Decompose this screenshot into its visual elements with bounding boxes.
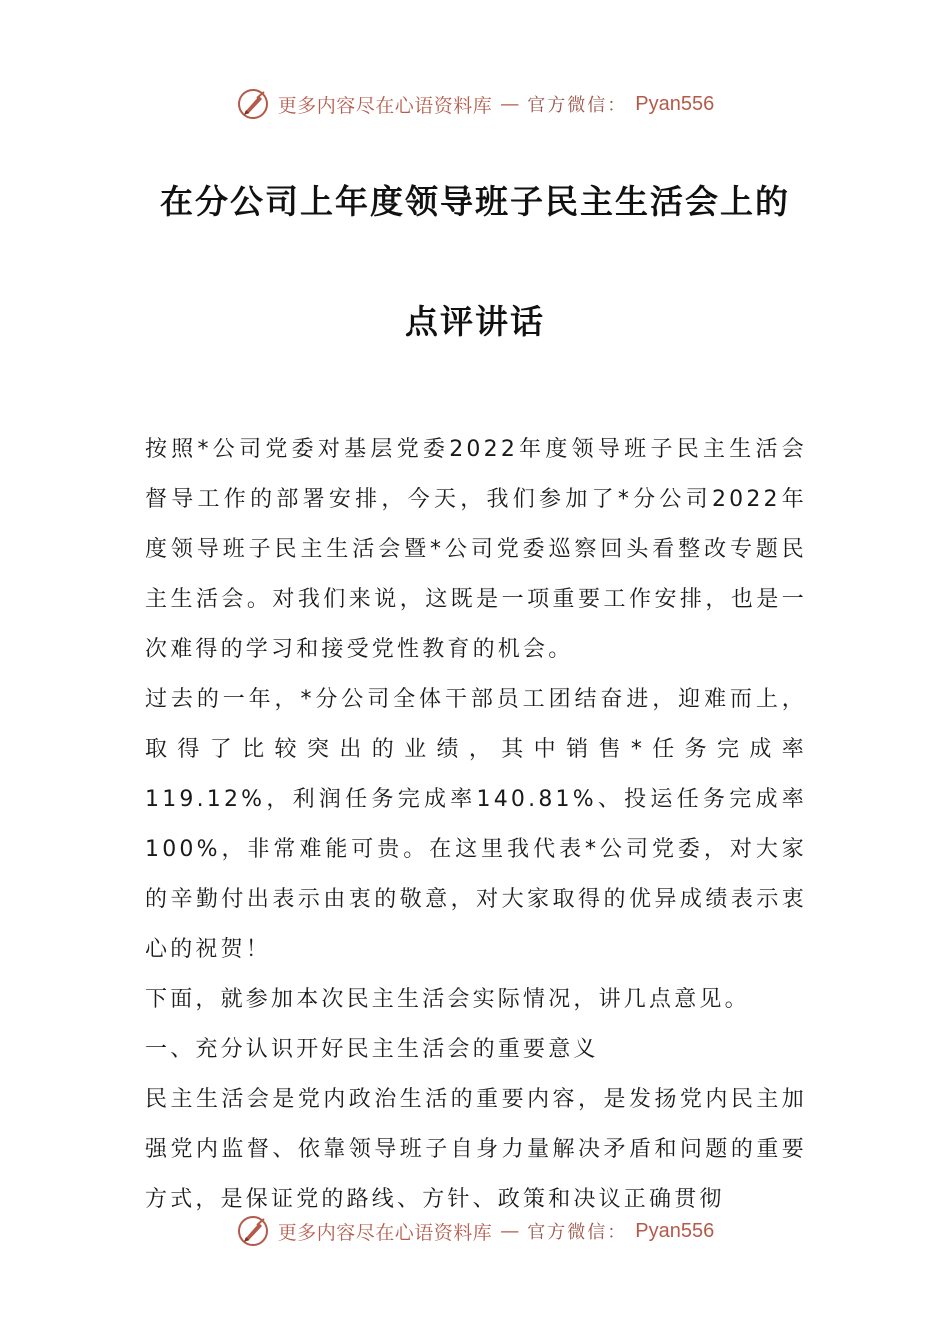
- watermark-separator: —: [500, 1220, 520, 1242]
- quill-pen-logo-icon: [236, 1214, 270, 1248]
- section-heading: 一、充分认识开好民主生活会的重要意义: [145, 1037, 599, 1062]
- watermark-separator: —: [500, 93, 520, 115]
- watermark-wechat-id: Pyan556: [635, 92, 715, 115]
- watermark-wechat-id: Pyan556: [635, 1219, 715, 1242]
- footer-watermark-banner: [0, 1211, 950, 1251]
- header-watermark-banner: [0, 84, 950, 124]
- quill-pen-logo-icon: [236, 87, 270, 121]
- body-paragraph: 下面，就参加本次民主生活会实际情况，讲几点意见。: [145, 987, 750, 1012]
- document-title-line-1: 在分公司上年度领导班子民主生活会上的: [160, 182, 790, 221]
- watermark-wechat-label: 官方微信：: [527, 95, 628, 116]
- body-paragraph: 按照*公司党委对基层党委2022年度领导班子民主生活会督导工作的部署安排，今天，我们参加了*分公司2022年度领导班子民主生活会暨*公司党委巡察回头看整改专题民主生活会。对我们来说，这既是一项重要工作安排，也是一次难得的学习和接受党性教育的机会。: [145, 437, 807, 662]
- document-title-line-2: 点评讲话: [405, 302, 545, 341]
- body-paragraph: 过去的一年，*分公司全体干部员工团结奋进，迎难而上，取得了比较突出的业绩，其中销售*任务完成率119.12%，利润任务完成率140.81%、投运任务完成率100%，非常难能可贵。在这里我代表*公司党委，对大家的辛勤付出表示由衷的敬意，对大家取得的优异成绩表示衷心的祝贺！: [145, 687, 807, 962]
- body-paragraph: 民主生活会是党内政治生活的重要内容，是发扬党内民主加强党内监督、依靠领导班子自身力量解决矛盾和问题的重要方式，是保证党的路线、方针、政策和决议正确贯彻: [145, 1087, 807, 1212]
- watermark-promo-text: 更多内容尽在心语资料库: [277, 1221, 493, 1244]
- watermark-promo-text: 更多内容尽在心语资料库: [277, 94, 493, 117]
- watermark-wechat-label: 官方微信：: [527, 1222, 628, 1243]
- document-body: [145, 425, 807, 1225]
